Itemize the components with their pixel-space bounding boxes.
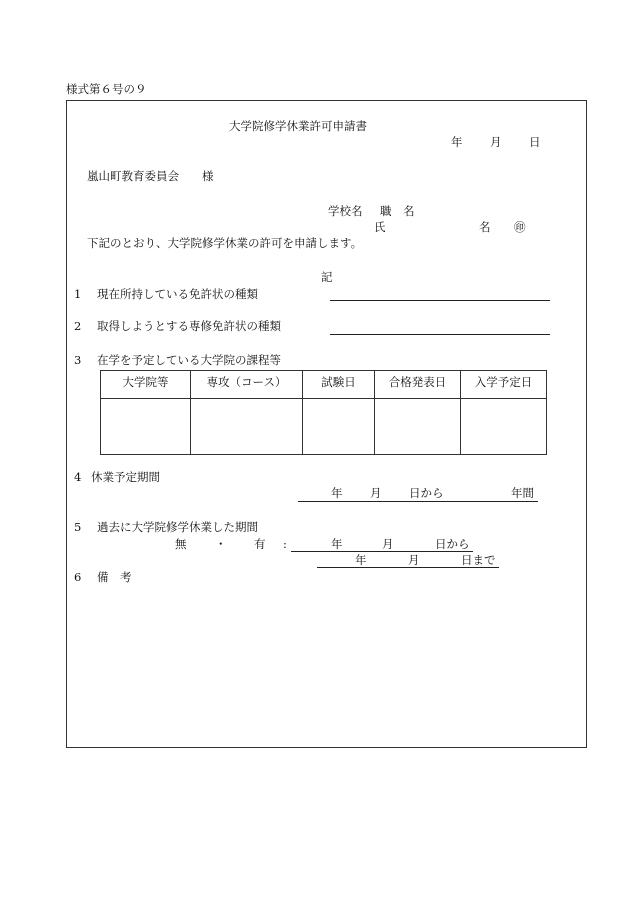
header-graduate-school: 大学院等 xyxy=(101,371,191,399)
school-name-label: 学校名 xyxy=(328,204,363,218)
form-title: 大学院修学休業許可申請書 xyxy=(229,119,367,133)
form-number: 様式第６号の９ xyxy=(66,82,147,96)
item4-day-from: 日から xyxy=(409,486,444,500)
item4-year: 年 xyxy=(331,486,343,500)
seal-mark: ㊞ xyxy=(514,220,526,234)
item5-dot: ・ xyxy=(215,537,227,551)
item2-number: 2 xyxy=(74,319,82,333)
course-table xyxy=(100,370,547,455)
item5-to-day: 日まで xyxy=(461,553,496,567)
item5-from-line[interactable] xyxy=(291,551,473,552)
cell-major[interactable] xyxy=(191,399,303,455)
item5-from-year: 年 xyxy=(331,537,343,551)
cell-graduate-school[interactable] xyxy=(101,399,191,455)
course-table-input-row xyxy=(101,399,547,455)
item4-label: 休業予定期間 xyxy=(91,470,160,484)
item5-label: 過去に大学院修学休業した期間 xyxy=(97,520,258,534)
header-major: 専攻（コース） xyxy=(191,371,303,399)
item4-years: 年間 xyxy=(511,486,534,500)
item5-to-month: 月 xyxy=(408,553,420,567)
item5-from-month: 月 xyxy=(382,537,394,551)
item5-to-line[interactable] xyxy=(317,567,499,568)
position-label: 職 名 xyxy=(380,204,415,218)
item5-number: 5 xyxy=(74,520,82,534)
item1-label: 現在所持している免許状の種類 xyxy=(97,287,258,301)
item5-yes[interactable]: 有 xyxy=(254,537,266,551)
item1-blank-line[interactable] xyxy=(330,300,550,301)
name-family-label: 名 xyxy=(479,220,491,234)
course-table-header-row xyxy=(101,371,547,399)
cell-enrollment-date[interactable] xyxy=(461,399,547,455)
header-result-date: 合格発表日 xyxy=(375,371,461,399)
date-year-label: 年 xyxy=(451,135,463,149)
name-given-label: 氏 xyxy=(374,220,386,234)
date-day-label: 日 xyxy=(529,135,541,149)
item3-label: 在学を予定している大学院の課程等 xyxy=(97,353,281,367)
item5-from-day: 日から xyxy=(435,537,470,551)
item2-label: 取得しようとする専修免許状の種類 xyxy=(97,319,281,333)
cell-result-date[interactable] xyxy=(375,399,461,455)
header-exam-date: 試験日 xyxy=(303,371,375,399)
item4-period-line[interactable] xyxy=(298,501,538,502)
ki-heading: 記 xyxy=(321,270,333,284)
item4-number: 4 xyxy=(74,470,82,484)
item4-month: 月 xyxy=(370,486,382,500)
header-enrollment-date: 入学予定日 xyxy=(461,371,547,399)
item5-colon: : xyxy=(283,537,287,551)
item5-to-year: 年 xyxy=(355,553,367,567)
item6-label: 備 考 xyxy=(97,570,132,584)
date-month-label: 月 xyxy=(490,135,502,149)
item1-number: 1 xyxy=(74,287,82,301)
remarks-area[interactable] xyxy=(97,590,567,730)
intro-text: 下記のとおり、大学院修学休業の許可を申請します。 xyxy=(87,236,363,250)
item3-number: 3 xyxy=(74,353,82,367)
addressee: 嵐山町教育委員会 様 xyxy=(87,169,214,183)
cell-exam-date[interactable] xyxy=(303,399,375,455)
item5-none[interactable]: 無 xyxy=(175,537,187,551)
item6-number: 6 xyxy=(74,570,82,584)
item2-blank-line[interactable] xyxy=(330,334,550,335)
